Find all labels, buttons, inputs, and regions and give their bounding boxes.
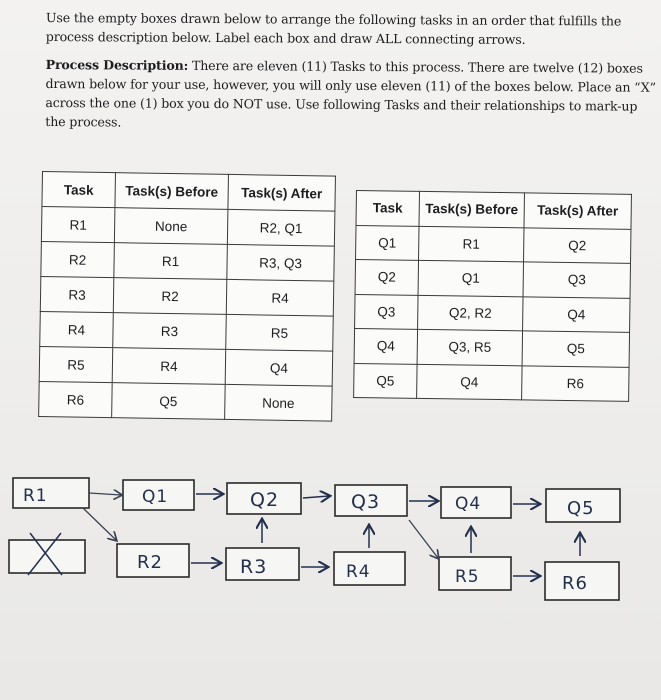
column-header: Task(s) Before: [419, 191, 524, 227]
hand-label-r4: R4: [346, 562, 371, 582]
column-header: Task(s) After: [228, 174, 336, 211]
table-cell: Q5: [112, 383, 226, 420]
table-cell: R1: [114, 243, 228, 280]
hand-label-q2: Q2: [250, 489, 280, 511]
table-cell: None: [114, 208, 228, 245]
printed-arrow: [89, 493, 121, 495]
process-description-label: Process Description:: [45, 56, 189, 73]
hand-label-q5: Q5: [567, 498, 595, 519]
printed-arrow: [409, 520, 438, 558]
process-description-text: There are eleven (11) Tasks to this process. There are twelve (12) boxes drawn below for your use, however, you will only use eleven (11) of the boxes below. Place an “X” across the one (1) box you do NOT use. Use following Tasks and their relationships to mark-up the process.: [45, 57, 656, 130]
table-cell: R5: [226, 314, 334, 351]
table-cell: R4: [40, 311, 114, 347]
table-cell: R1: [41, 207, 115, 243]
table-cell: None: [225, 384, 333, 421]
hand-arrow: [303, 496, 329, 498]
table-cell: Q1: [356, 225, 419, 260]
table-cell: Q4: [354, 328, 417, 363]
hand-label-r2: R2: [137, 552, 163, 573]
table-cell: R6: [522, 365, 629, 401]
table-cell: Q5: [522, 331, 629, 367]
table-cell: R3, Q3: [227, 244, 335, 281]
table-cell: Q4: [225, 349, 333, 386]
hand-label-r6: R6: [562, 573, 588, 594]
table-cell: Q1: [418, 260, 523, 296]
table-cell: Q2, R2: [418, 295, 523, 331]
table-cell: Q3: [355, 294, 418, 329]
table-cell: Q5: [354, 363, 417, 398]
hand-label-r5: R5: [455, 567, 480, 587]
table-cell: Q4: [417, 364, 522, 400]
table-cell: R4: [226, 279, 334, 316]
column-header: Task: [356, 191, 419, 226]
table-cell: Q4: [523, 296, 630, 332]
hand-label-q1: Q1: [142, 487, 169, 507]
table-cell: R3: [40, 276, 114, 312]
printed-arrow: [83, 508, 116, 540]
column-header: Task: [42, 172, 116, 208]
table-cell: R2, Q1: [227, 209, 335, 246]
table-cell: R5: [39, 346, 113, 382]
hand-label-r1: R1: [23, 486, 48, 506]
table-cell: Q3, R5: [417, 329, 522, 365]
table-cell: Q2: [355, 260, 418, 295]
column-header: Task(s) After: [524, 193, 631, 229]
table-cell: R4: [112, 348, 226, 385]
table-cell: R2: [41, 241, 115, 277]
hand-label-q4: Q4: [455, 494, 482, 514]
hand-label-q3: Q3: [351, 491, 381, 513]
table-cell: R2: [113, 278, 227, 315]
table-cell: R3: [113, 313, 227, 350]
table-cell: Q2: [524, 227, 631, 263]
column-header: Task(s) Before: [115, 173, 229, 210]
instruction-line: Use the empty boxes drawn below to arrange the following tasks in an order that fulfills the process description below. Label each box and draw ALL connecting arrows.: [45, 9, 622, 47]
table-cell: R6: [39, 381, 113, 417]
table-cell: R1: [419, 226, 524, 262]
hand-label-r3: R3: [240, 556, 268, 578]
table-cell: Q3: [523, 262, 630, 298]
